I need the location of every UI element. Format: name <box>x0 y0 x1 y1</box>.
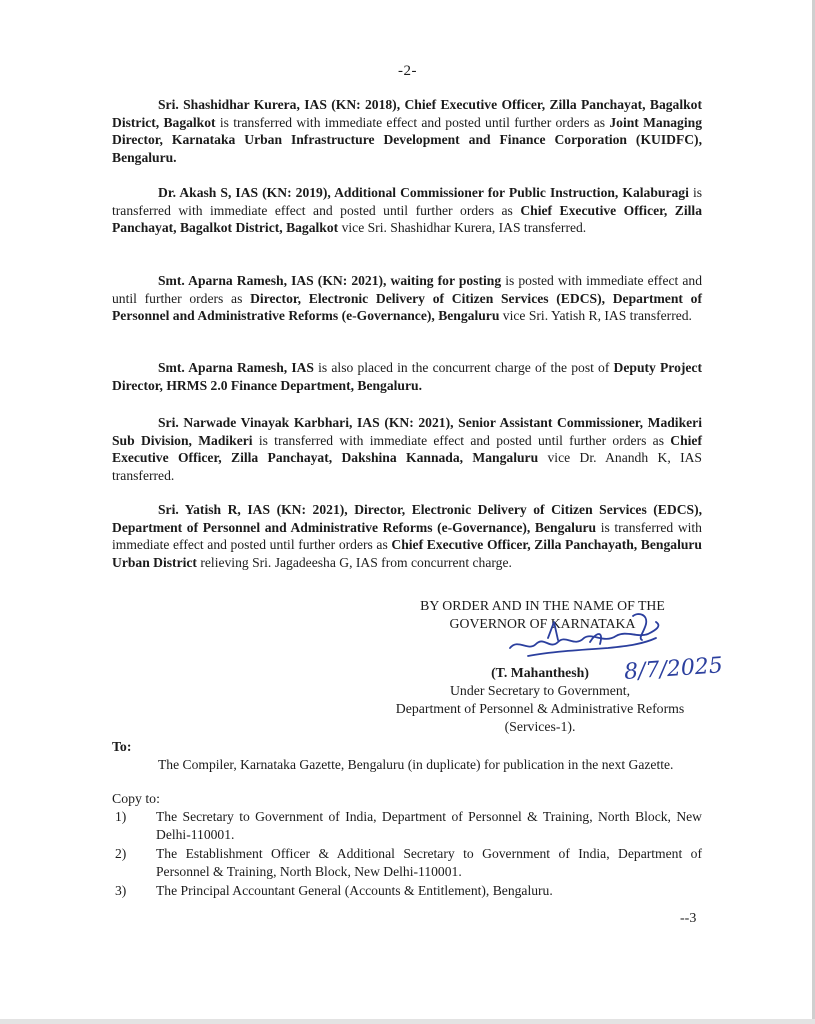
signatory-name: (T. Mahanthesh) <box>491 665 589 680</box>
bold-text-run: Smt. Aparna Ramesh, IAS (KN: 2021), waiting for posting <box>158 273 502 288</box>
signatory-block <box>360 664 720 736</box>
bold-text-run: Chief Executive Officer, Zilla Panchayat, Dakshina Kannada, Mangaluru <box>112 432 702 466</box>
text-run: vice Dr. Anandh K, IAS transferred. <box>112 450 702 483</box>
order-paragraph-4 <box>112 359 702 394</box>
copy-to-list <box>112 808 702 902</box>
next-page-marker: --3 <box>680 911 697 926</box>
bold-text-run: Deputy Project Director, HRMS 2.0 Finance Department, Bengaluru. <box>112 360 702 393</box>
copy-to-item <box>112 808 702 843</box>
text-run: is transferred with immediate effect and posted until further orders as <box>215 114 610 130</box>
bold-text-run: Director, Electronic Delivery of Citizen Services (EDCS), Department of Personnel and Administrative Reforms (e-Governance), Bengaluru <box>112 290 702 324</box>
order-paragraph-2 <box>112 184 702 237</box>
text-run: is transferred with immediate effect and posted until further orders as <box>112 185 703 218</box>
copy-to-item-text: The Principal Accountant General (Accounts & Entitlement), Bengaluru. <box>156 883 553 899</box>
text-run: is also placed in the concurrent charge of the post of <box>314 360 614 375</box>
order-paragraph-3 <box>112 272 702 325</box>
text-run: vice Sri. Yatish R, IAS transferred. <box>499 308 692 324</box>
copy-to-item-number: 3) <box>115 883 127 899</box>
order-line-1: BY ORDER AND IN THE NAME OF THE <box>420 598 665 613</box>
text-run: is transferred with immediate effect and posted until further orders as <box>252 432 671 448</box>
order-line-2: GOVERNOR OF KARNATAKA <box>449 615 636 631</box>
bold-text-run: Chief Executive Officer, Zilla Panchayat, Bagalkot District, Bagalkot <box>112 202 703 236</box>
bold-text-run: Chief Executive Officer, Zilla Panchayath, Bengaluru Urban District <box>112 537 702 570</box>
copy-to-item-number: 1) <box>115 809 127 824</box>
text-run: relieving Sri. Jagadeesha G, IAS from concurrent charge. <box>196 554 512 570</box>
bold-text-run: Joint Managing Director, Karnataka Urban Infrastructure Development and Finance Corporation (KUIDFC), Bengaluru. <box>112 114 702 165</box>
text-run: vice Sri. Shashidhar Kurera, IAS transferred. <box>338 220 587 236</box>
to-recipient: The Compiler, Karnataka Gazette, Bengaluru (in duplicate) for publication in the next Gazette. <box>158 757 674 772</box>
order-paragraph-6 <box>112 501 702 571</box>
copy-to-item-text: The Secretary to Government of India, Department of Personnel & Training, North Block, New Delhi-110001. <box>156 809 702 842</box>
bold-text-run: Sri. Narwade Vinayak Karbhari, IAS (KN: 2021), Senior Assistant Commissioner, Madikeri Sub Division, Madikeri <box>112 415 702 448</box>
page-number: -2- <box>398 63 417 79</box>
bold-text-run: Smt. Aparna Ramesh, IAS <box>158 360 314 375</box>
text-run: is posted with immediate effect and until further orders as <box>112 273 702 306</box>
order-paragraph-5 <box>112 414 702 484</box>
bold-text-run: Sri. Yatish R, IAS (KN: 2021), Director, Electronic Delivery of Citizen Services (EDCS), Department of Personnel and Administrative Reforms (e-Governance), Bengaluru <box>112 502 702 535</box>
signatory-department: Department of Personnel & Administrative Reforms <box>395 701 685 716</box>
copy-to-heading: Copy to: <box>112 791 160 806</box>
page-bottom-edge <box>0 1019 815 1024</box>
bold-text-run: Sri. Shashidhar Kurera, IAS (KN: 2018), Chief Executive Officer, Zilla Panchayat, Bagalkot District, Bagalkot <box>112 97 702 130</box>
copy-to-item-text: The Establishment Officer & Additional Secretary to Government of India, Department of Personnel & Training, North Block, New Delhi-110001. <box>156 846 702 879</box>
signatory-section: (Services-1). <box>504 719 576 734</box>
to-heading: To: <box>112 739 132 754</box>
signatory-designation: Under Secretary to Government, <box>449 683 631 698</box>
copy-to-item <box>112 882 702 900</box>
copy-to-item-number: 2) <box>115 846 127 862</box>
bold-text-run: Dr. Akash S, IAS (KN: 2019), Additional Commissioner for Public Instruction, Kalaburagi <box>158 185 689 200</box>
copy-to-item <box>112 845 702 880</box>
signature-date: 8/7/2025 <box>623 653 724 686</box>
order-paragraph-1 <box>112 96 702 166</box>
text-run: is transferred with immediate effect and posted until further orders as <box>112 519 702 553</box>
